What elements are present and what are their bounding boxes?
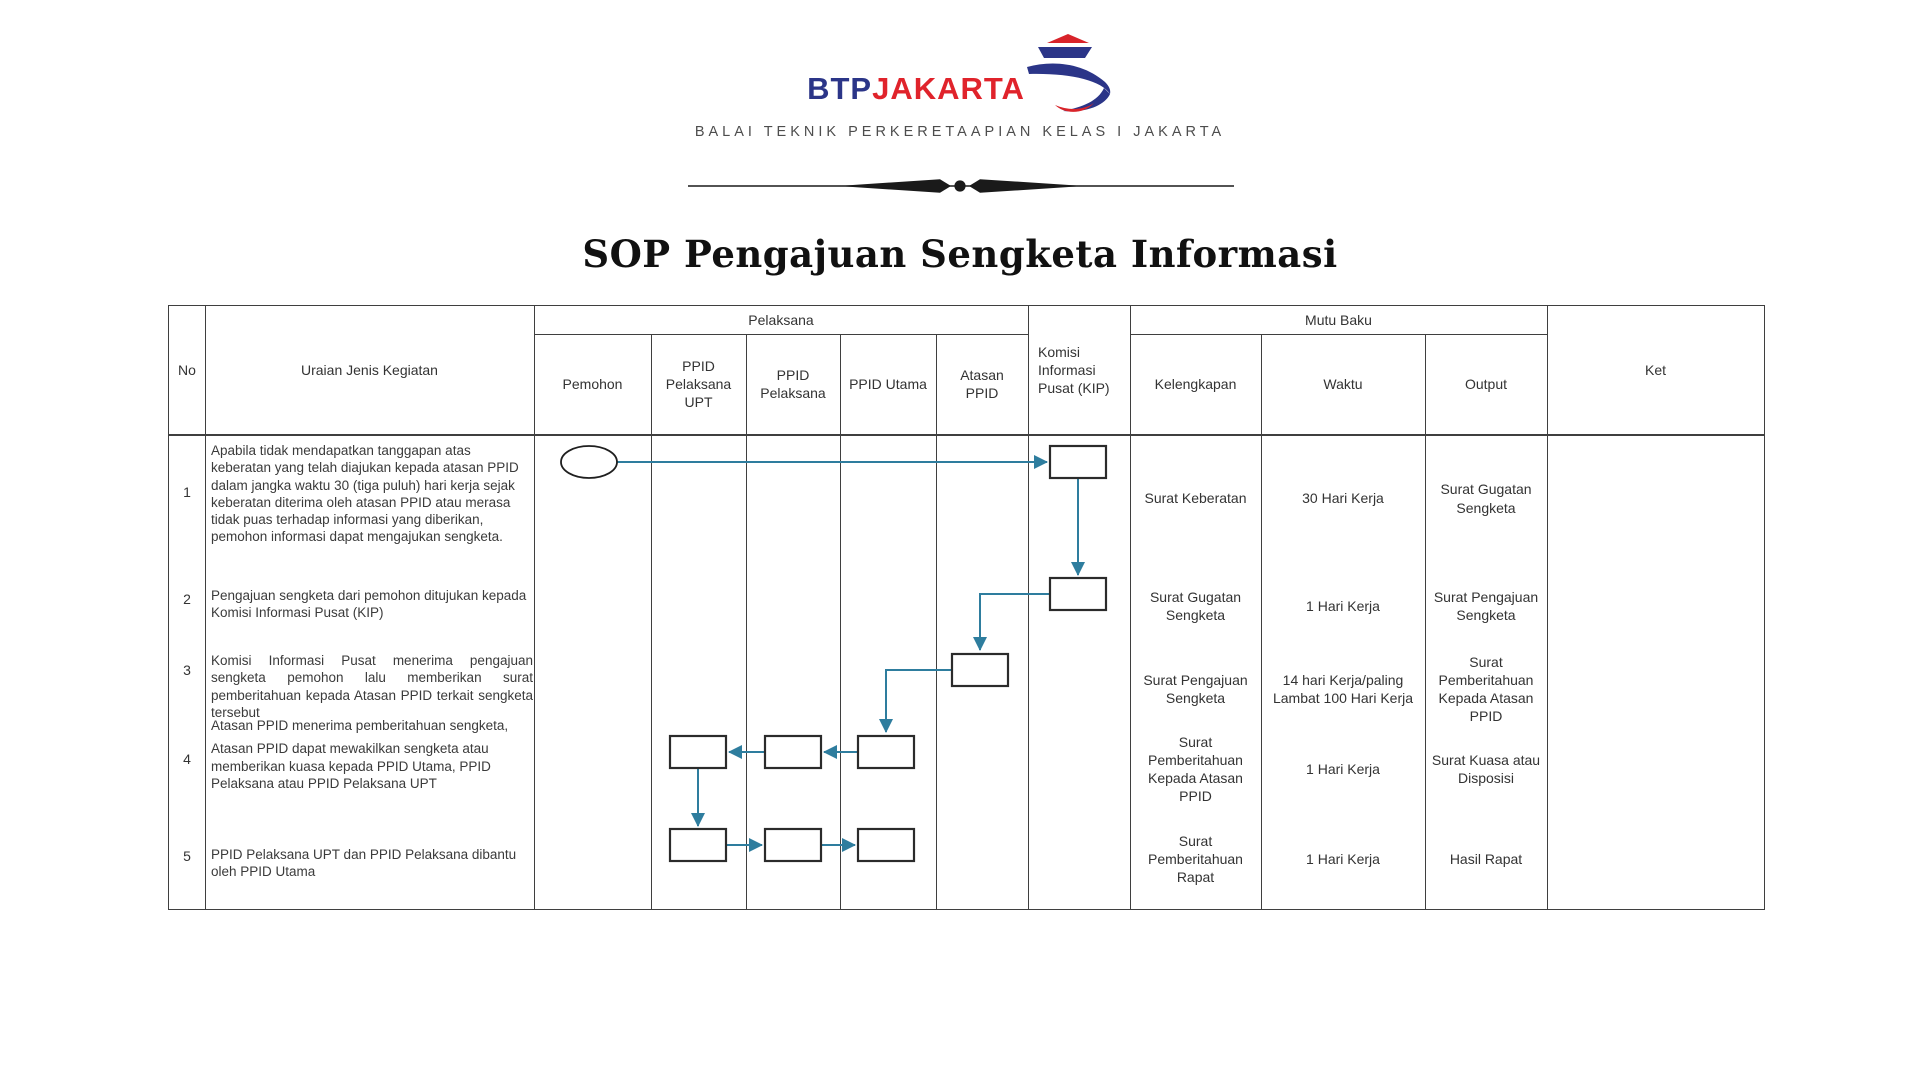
row-1-number: 1 — [183, 484, 191, 500]
group-header-mutu-baku: Mutu Baku — [1305, 311, 1372, 328]
col-header-waktu: Waktu — [1323, 375, 1363, 392]
logo — [0, 18, 1920, 110]
row-2-number: 2 — [183, 591, 191, 607]
row-4-kelengkapan: Surat Pemberitahuan Kepada Atasan PPID — [1148, 733, 1243, 805]
logo-wordmark — [807, 73, 1025, 104]
row-3-uraian: Komisi Informasi Pusat menerima pengajuan sengketa pemohon lalu memberikan surat pemberitahuan kepada Atasan PPID terkait sengketa tersebut — [211, 653, 533, 720]
ornamental-divider — [688, 175, 1234, 197]
row-4-uraian — [211, 717, 533, 798]
row-1-kelengkapan: Surat Keberatan — [1144, 490, 1247, 507]
col-header-uraian: Uraian Jenis Kegiatan — [301, 361, 438, 378]
logo-text-jakarta: JAKARTA — [872, 71, 1025, 106]
row-3-output: Surat Pemberitahuan Kepada Atasan PPID — [1438, 653, 1534, 725]
row-2-output: Surat Pengajuan Sengketa — [1433, 588, 1539, 623]
row-1-waktu: 30 Hari Kerja — [1302, 490, 1384, 507]
row-2-kelengkapan: Surat Gugatan Sengketa — [1149, 588, 1242, 623]
row-4-number: 4 — [183, 751, 191, 767]
col-header-kelengkapan: Kelengkapan — [1154, 375, 1237, 392]
row-4-waktu: 1 Hari Kerja — [1306, 760, 1380, 777]
lane-header-ppid-pelaksana-upt: PPID Pelaksana UPT — [665, 357, 732, 411]
row-5-waktu: 1 Hari Kerja — [1306, 850, 1380, 867]
row-2-waktu: 1 Hari Kerja — [1306, 597, 1380, 614]
row-2-uraian: Pengajuan sengketa dari pemohon ditujukan kepada Komisi Informasi Pusat (KIP) — [211, 588, 527, 621]
lane-header-ppid-utama: PPID Utama — [849, 375, 927, 392]
sop-table — [168, 305, 1765, 910]
row-1-uraian: Apabila tidak mendapatkan tanggapan atas keberatan yang telah diajukan kepada atasan PPID dalam jangka waktu 30 (tiga puluh) hari kerja sejak keberatan diterima oleh atasan PPID atau merasa tidak puas terhadap informasi yang diberikan, pemohon informasi dapat mengajukan sengketa. — [211, 443, 519, 545]
row-5-output: Hasil Rapat — [1449, 850, 1523, 867]
row-3-waktu: 14 hari Kerja/paling Lambat 100 Hari Kerja — [1272, 671, 1414, 706]
row-4-output: Surat Kuasa atau Disposisi — [1431, 751, 1541, 786]
group-header-pelaksana: Pelaksana — [748, 311, 814, 328]
col-header-no: No — [178, 361, 196, 378]
btp-jakarta-swoosh-icon — [1021, 30, 1113, 118]
row-5-number: 5 — [183, 848, 191, 864]
row-3-kelengkapan: Surat Pengajuan Sengketa — [1143, 671, 1248, 706]
row-5-kelengkapan: Surat Pemberitahuan Rapat — [1148, 832, 1243, 886]
organization-name: BALAI TEKNIK PERKERETAAPIAN KELAS I JAKARTA — [694, 124, 1226, 140]
lane-header-pemohon: Pemohon — [562, 375, 623, 392]
lane-header-ppid-pelaksana: PPID Pelaksana — [760, 366, 826, 401]
row-4-uraian-p2: Atasan PPID dapat mewakilkan sengketa atau memberikan kuasa kepada PPID Utama, PPID Pelaksana atau PPID Pelaksana UPT — [211, 741, 491, 791]
logo-text-btp: BTP — [807, 71, 873, 106]
col-header-output: Output — [1464, 375, 1508, 392]
col-header-kip: Komisi Informasi Pusat (KIP) — [1038, 343, 1110, 397]
row-4-uraian-p1: Atasan PPID menerima pemberitahuan sengketa, — [211, 718, 509, 733]
page-title: SOP Pengajuan Sengketa Informasi — [582, 232, 1338, 276]
col-header-ket: Ket — [1644, 361, 1666, 378]
lane-header-atasan-ppid: Atasan PPID — [960, 366, 1004, 401]
row-1-output: Surat Gugatan Sengketa — [1440, 481, 1532, 516]
row-5-uraian: PPID Pelaksana UPT dan PPID Pelaksana dibantu oleh PPID Utama — [211, 847, 517, 880]
row-3-number: 3 — [183, 662, 191, 678]
